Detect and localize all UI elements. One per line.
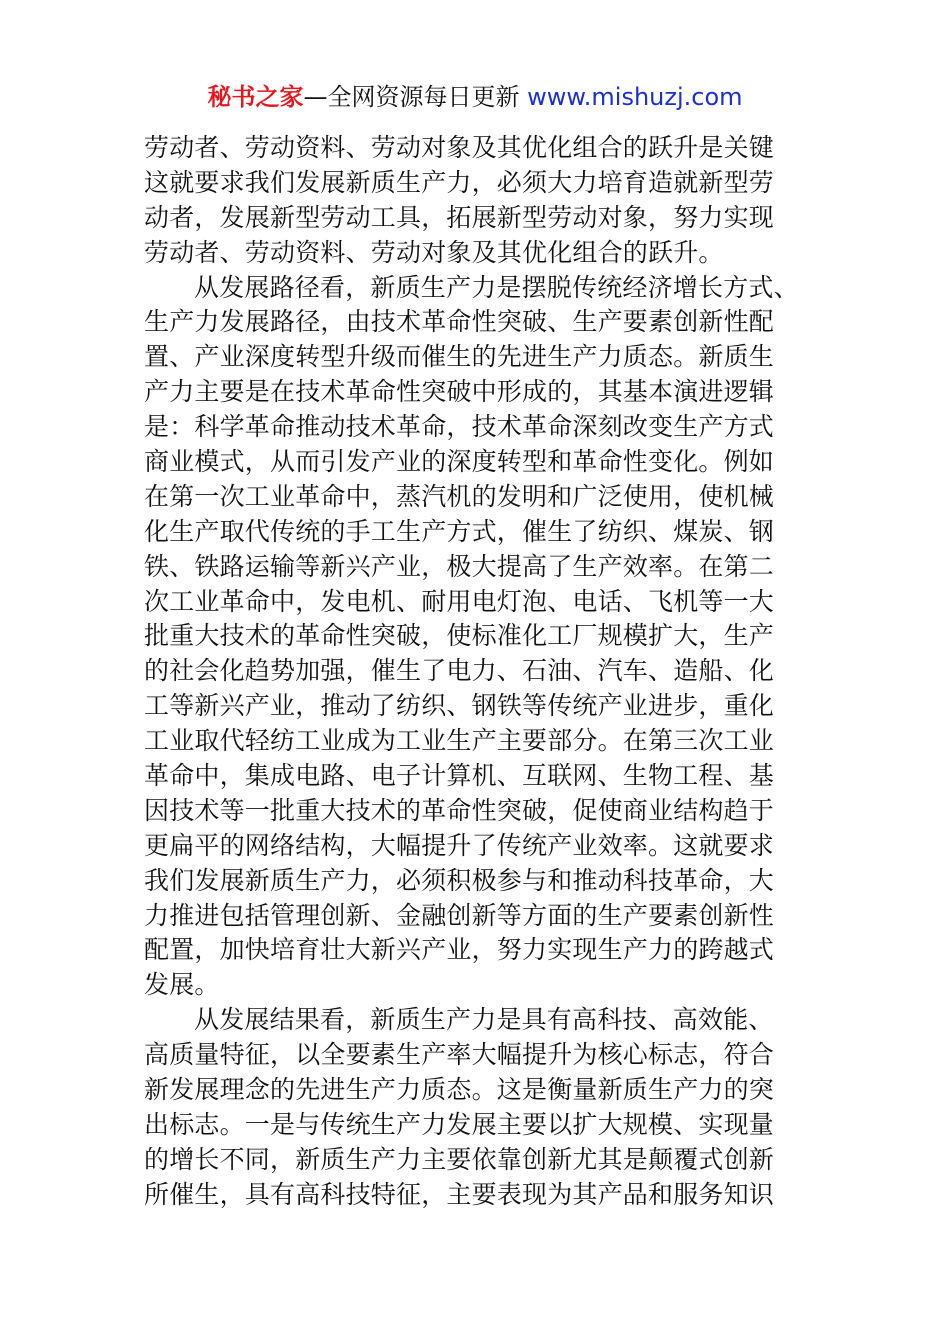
site-url-link[interactable]: www.mishuzj.com	[527, 83, 743, 111]
text-line: 生产力发展路径，由技术革命性突破、生产要素创新性配	[144, 307, 775, 337]
text-line: 是：科学革命推动技术革命，技术革命深刻改变生产方式	[144, 412, 775, 442]
text-line: 批重大技术的革命性突破，使标准化工厂规模扩大，生产	[144, 621, 775, 651]
text-line: 因技术等一批重大技术的革命性突破，促使商业结构趋于	[144, 795, 775, 825]
text-line: 从发展结果看，新质生产力是具有高科技、高效能、	[194, 1005, 774, 1035]
text-line: 这就要求我们发展新质生产力，必须大力培育造就新型劳	[144, 167, 775, 197]
text-line: 产力主要是在技术革命性突破中形成的，其基本演进逻辑	[144, 377, 775, 407]
text-line: 在第一次工业革命中，蒸汽机的发明和广泛使用，使机械	[144, 481, 775, 511]
text-line: 发展。	[144, 970, 220, 1000]
site-brand: 秘书之家	[207, 83, 304, 111]
text-line: 劳动者、劳动资料、劳动对象及其优化组合的跃升。	[144, 237, 724, 267]
text-line: 动者，发展新型劳动工具，拓展新型劳动对象，努力实现	[144, 202, 775, 232]
text-line: 工业取代轻纺工业成为工业生产主要部分。在第三次工业	[144, 726, 775, 756]
text-line: 商业模式，从而引发产业的深度转型和革命性变化。例如	[144, 447, 775, 477]
text-line: 我们发展新质生产力，必须积极参与和推动科技革命，大	[144, 865, 775, 895]
text-line: 新发展理念的先进生产力质态。这是衡量新质生产力的突	[144, 1075, 775, 1105]
page-header	[0, 80, 950, 114]
text-line: 所催生，具有高科技特征，主要表现为其产品和服务知识	[144, 1179, 775, 1209]
text-line: 铁、铁路运输等新兴产业，极大提高了生产效率。在第二	[144, 551, 775, 581]
header-tagline: —全网资源每日更新	[303, 83, 528, 111]
text-line: 高质量特征，以全要素生产率大幅提升为核心标志，符合	[144, 1040, 775, 1070]
text-line: 出标志。一是与传统生产力发展主要以扩大规模、实现量	[144, 1109, 775, 1139]
text-line: 从发展路径看，新质生产力是摆脱传统经济增长方式、	[194, 272, 799, 302]
document-body	[144, 131, 808, 1213]
text-line: 力推进包括管理创新、金融创新等方面的生产要素创新性	[144, 900, 775, 930]
text-line: 的社会化趋势加强，催生了电力、石油、汽车、造船、化	[144, 656, 775, 686]
text-line: 次工业革命中，发电机、耐用电灯泡、电话、飞机等一大	[144, 586, 775, 616]
text-line: 配置，加快培育壮大新兴产业，努力实现生产力的跨越式	[144, 935, 775, 965]
text-line: 革命中，集成电路、电子计算机、互联网、生物工程、基	[144, 761, 775, 791]
text-line: 置、产业深度转型升级而催生的先进生产力质态。新质生	[144, 342, 775, 372]
text-line: 更扁平的网络结构，大幅提升了传统产业效率。这就要求	[144, 830, 775, 860]
text-line: 工等新兴产业，推动了纺织、钢铁等传统产业进步，重化	[144, 691, 775, 721]
text-line: 化生产取代传统的手工生产方式，催生了纺织、煤炭、钢	[144, 516, 775, 546]
text-line: 的增长不同，新质生产力主要依靠创新尤其是颠覆式创新	[144, 1144, 775, 1174]
text-line: 劳动者、劳动资料、劳动对象及其优化组合的跃升是关键	[144, 133, 775, 162]
